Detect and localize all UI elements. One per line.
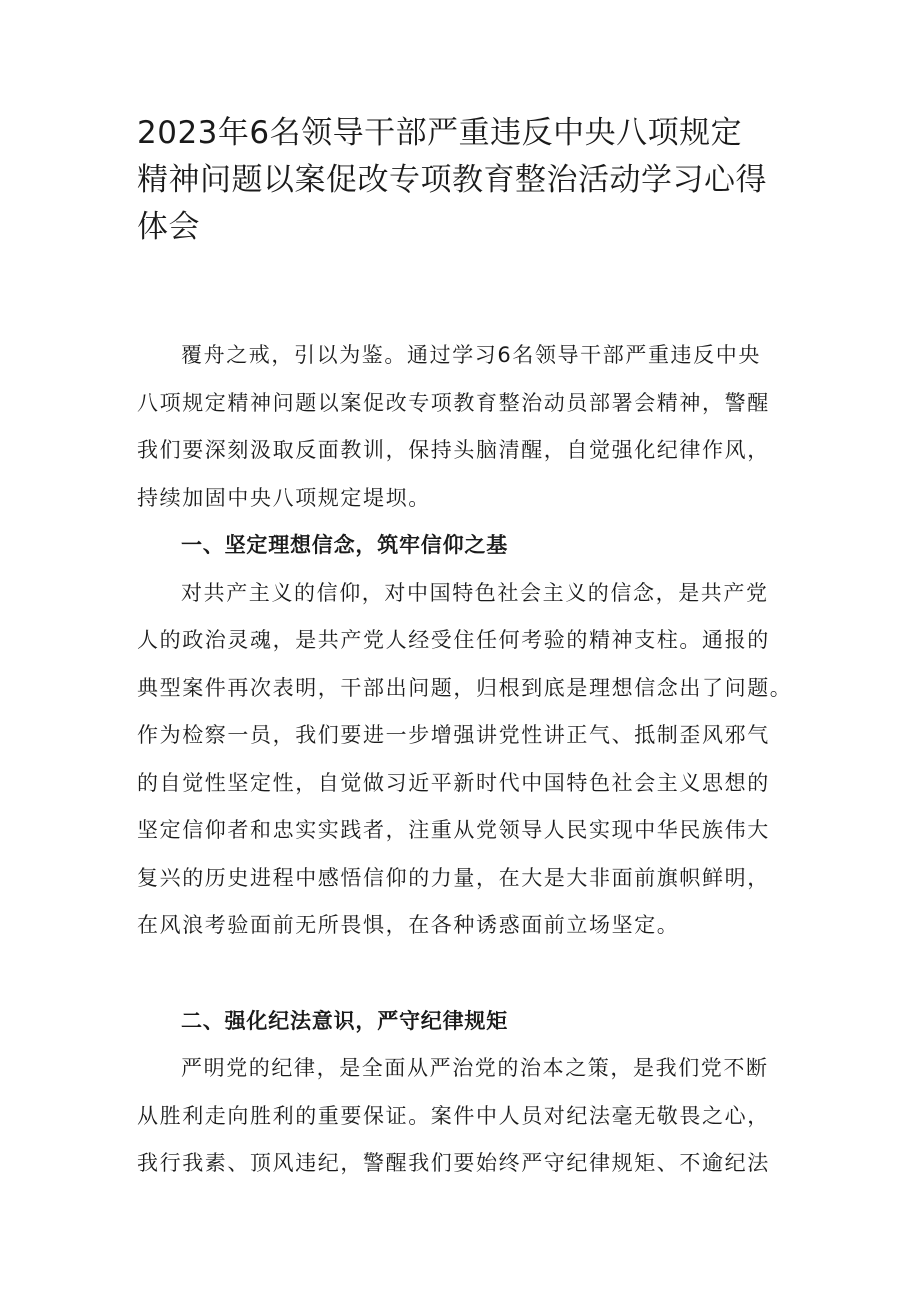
section-2-paragraph (137, 1045, 797, 1188)
paragraph-line: 我行我素、顶风违纪，警醒我们要始终严守纪律规矩、不逾纪法 (137, 1151, 770, 1175)
paragraph-line: 持续加固中央八项规定堤坝。 (137, 485, 431, 510)
paragraph-line: 在风浪考验面前无所畏惧，在各种诱惑面前立场坚定。 (137, 913, 680, 937)
paragraph-line: 对共产主义的信仰，对中国特色社会主义的信念，是共产党 (181, 580, 769, 605)
section-spacer (137, 950, 797, 998)
paragraph-line: 的自觉性坚定性，自觉做习近平新时代中国特色社会主义思想的 (137, 770, 770, 795)
paragraph-line: 覆舟之戒，引以为鉴。通过学习6名领导干部严重违反中央 (181, 343, 761, 367)
document-body (137, 332, 797, 1188)
paragraph-line: 人的政治灵魂，是共产党人经受住任何考验的精神支柱。通报的 (137, 628, 770, 652)
paragraph-line: 坚定信仰者和忠实实践者，注重从党领导人民实现中华民族伟大 (137, 818, 770, 842)
paragraph-line: 严明党的纪律，是全面从严治党的治本之策，是我们党不断 (181, 1056, 769, 1080)
paragraph-line: 典型案件再次表明，干部出问题，归根到底是理想信念出了问题。 (137, 675, 793, 700)
document-title (137, 110, 797, 251)
section-heading-2: 二、强化纪法意识，严守纪律规矩 (181, 1008, 508, 1033)
title-line: 2023年6名领导干部严重违反中央八项规定 (137, 115, 743, 151)
section-heading-1: 一、坚定理想信念，筑牢信仰之基 (181, 533, 508, 557)
paragraph-line: 从胜利走向胜利的重要保证。案件中人员对纪法毫无敬畏之心， (137, 1103, 770, 1128)
title-line: 精神问题以案促改专项教育整治活动学习心得 (137, 162, 767, 198)
section-1-paragraph (137, 570, 797, 950)
title-line: 体会 (137, 209, 200, 245)
intro-paragraph (137, 332, 797, 522)
paragraph-line: 复兴的历史进程中感悟信仰的力量，在大是大非面前旗帜鲜明， (137, 865, 770, 890)
paragraph-line: 八项规定精神问题以案促改专项教育整治动员部署会精神，警醒 (137, 390, 770, 415)
paragraph-line: 作为检察一员，我们要进一步增强讲党性讲正气、抵制歪风邪气 (137, 723, 770, 747)
paragraph-line: 我们要深刻汲取反面教训，保持头脑清醒，自觉强化纪律作风， (137, 438, 770, 462)
